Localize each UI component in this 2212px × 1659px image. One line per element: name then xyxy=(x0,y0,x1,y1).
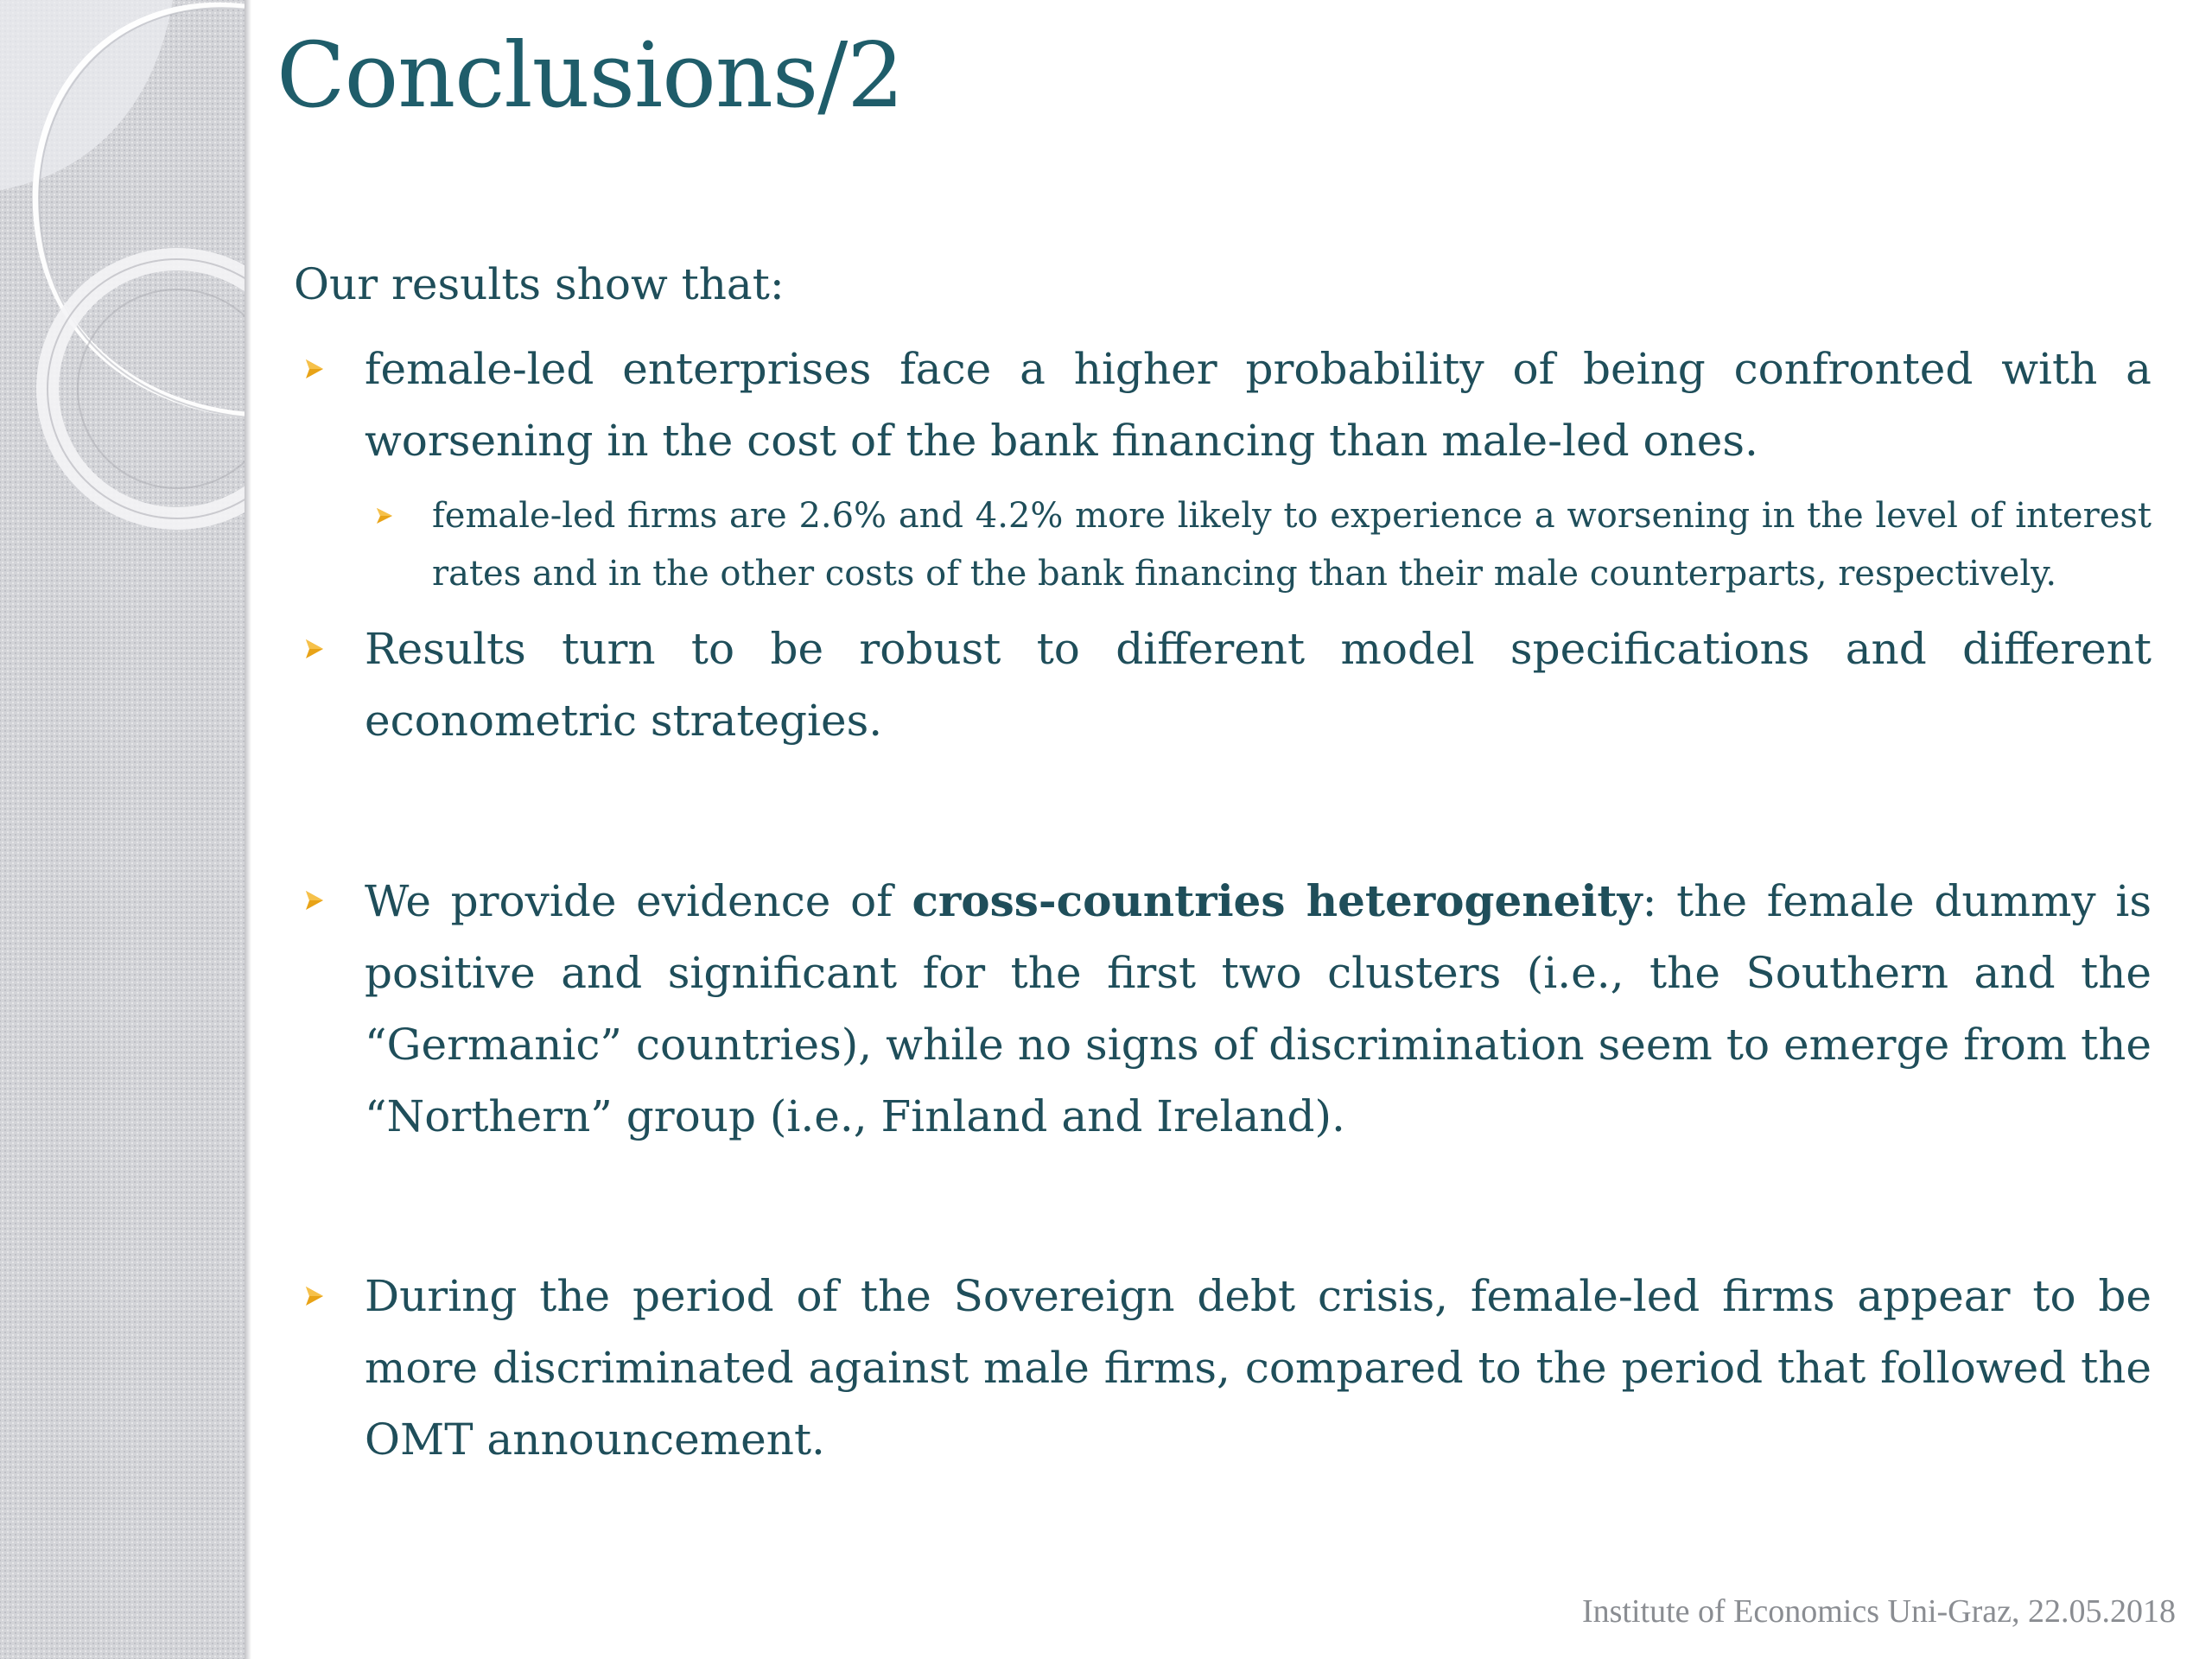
slide-body xyxy=(294,251,2152,1476)
bullet-sovereign-crisis xyxy=(294,1261,2152,1476)
bullet-text: During the period of the Sovereign debt crisis, female-led firms appear to be more discriminated against male firms, compared to the period that followed the OMT announcement. xyxy=(365,1271,2152,1465)
arrow-bullet-icon xyxy=(297,865,332,937)
bullet-cost-of-financing xyxy=(294,334,2152,477)
sub-bullet-text: female-led firms are 2.6% and 4.2% more likely to experience a worsening in the level of interest rates and in the other costs of the bank financing than their male counterparts, respectively. xyxy=(432,496,2152,594)
arrow-bullet-icon xyxy=(297,334,332,405)
bullet-text: female-led enterprises face a higher probability of being confronted with a worsening in the cost of the bank financing than male-led ones. xyxy=(365,344,2152,466)
heterogeneity-emphasis: cross-countries heterogeneity xyxy=(912,875,1643,926)
arrow-bullet-icon xyxy=(370,487,399,545)
heterogeneity-rest: : the female dummy is positive and significant for the first two clusters (i.e., the Southern and the “Germanic” countries), while no signs of discrimination seem to emerge from the “Northern” group (i.e., Finland and Ireland). xyxy=(365,876,2152,1141)
slide-footer: Institute of Economics Uni-Graz, 22.05.2018 xyxy=(1581,1593,2176,1630)
decorative-side-panel xyxy=(0,0,245,1659)
intro-text: Our results show that: xyxy=(294,259,785,309)
side-panel-shadow xyxy=(245,0,251,1659)
bullet-text: Results turn to be robust to different model specifications and different econometric strategies. xyxy=(365,624,2152,746)
decorative-rings xyxy=(0,0,245,1659)
slide-title: Conclusions/2 xyxy=(276,22,904,128)
bullet-robustness xyxy=(294,613,2152,757)
arrow-bullet-icon xyxy=(297,613,332,685)
arrow-bullet-icon xyxy=(297,1261,332,1332)
heterogeneity-lead: We provide evidence of xyxy=(365,876,912,926)
sub-bullet-percentages xyxy=(365,487,2152,603)
bullet-heterogeneity xyxy=(294,865,2152,1153)
